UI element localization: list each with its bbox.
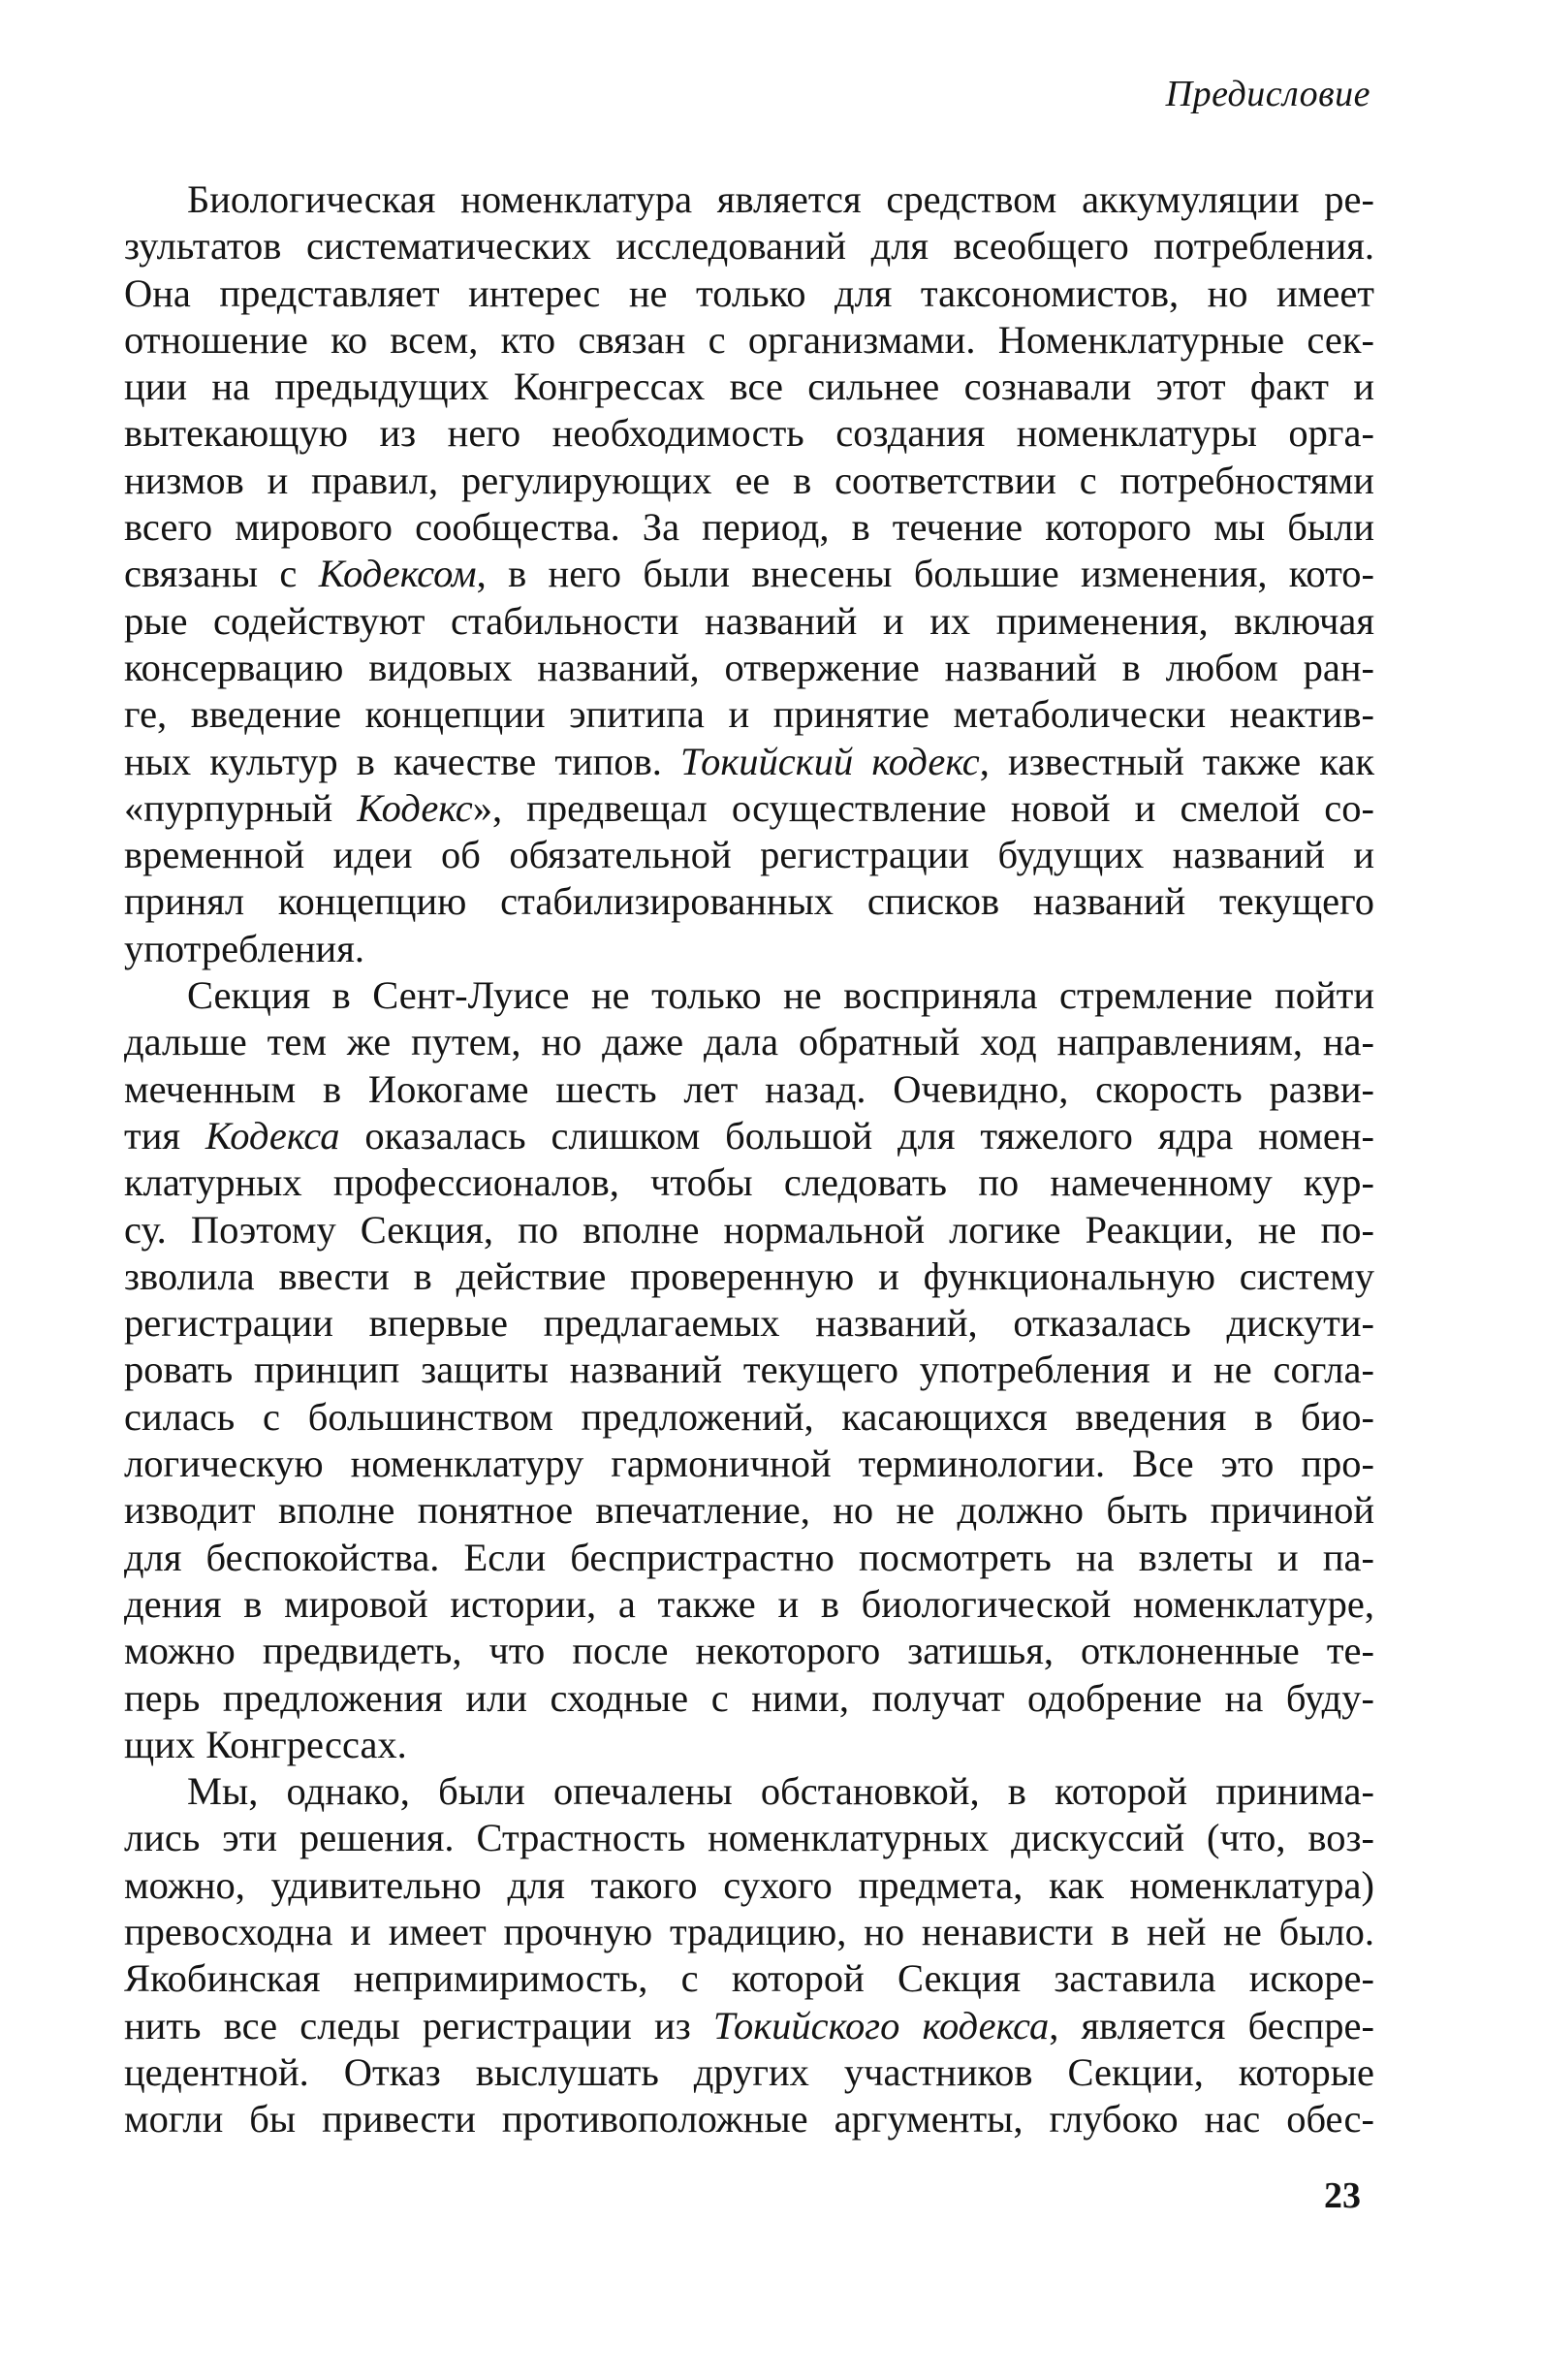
paragraph-3-line-2: лись эти решения. Страстность номенклатурных дискуссий (что, воз-: [124, 1816, 1374, 1860]
paragraph-2-line-15: можно предвидеть, что после некоторого затишья, отклоненные те-: [124, 1629, 1374, 1673]
paragraph-2-line-12: изводит вполне понятное впечатление, но не должно быть причиной: [124, 1488, 1374, 1533]
paragraph-1-line-4: отношение ко всем, кто связан с организмами. Номенклатурные сек-: [124, 317, 1374, 362]
paragraph-1-line-16: принял концепцию стабилизированных списков названий текущего: [124, 879, 1374, 924]
page-number: 23: [1324, 2175, 1361, 2216]
paragraph-1-line-10: рые содействуют стабильности названий и их применения, включая: [124, 598, 1374, 643]
paragraph-2-line-14: дения в мировой истории, а также и в биологической номенклатуре,: [124, 1581, 1374, 1626]
paragraph-1-line-12: ге, введение концепции эпитипа и принятие метаболически неактив-: [124, 692, 1374, 737]
paragraph-2-line-6: су. Поэтому Секция, по вполне нормальной логике Реакции, не по-: [124, 1207, 1374, 1252]
paragraph-1-line-11: консервацию видовых названий, отвержение названий в любом ран-: [124, 645, 1374, 689]
body-text: [124, 176, 1374, 2142]
paragraph-3-line-7: цедентной. Отказ выслушать других участников Секции, которые: [124, 2049, 1374, 2094]
paragraph-1-line-15: временной идеи об обязательной регистрации будущих названий и: [124, 833, 1374, 877]
paragraph-2-line-5: клатурных профессионалов, чтобы следовать по намеченному кур-: [124, 1160, 1374, 1205]
paragraph-1-line-14: «пурпурный Кодекс», предвещал осуществление новой и смелой со-: [124, 785, 1375, 830]
paragraph-1-line-7: низмов и правил, регулирующих ее в соответствии с потребностями: [124, 458, 1374, 502]
paragraph-1-line-1: Биологическая номенклатура является средством аккумуляции ре-: [187, 177, 1374, 221]
paragraph-2-line-16: перь предложения или сходные с ними, получат одобрение на буду-: [124, 1675, 1374, 1720]
paragraph-1-line-13: ных культур в качестве типов. Токийский кодекс, известный также как: [124, 739, 1374, 783]
paragraph-3-line-6: нить все следы регистрации из Токийского кодекса, является беспре-: [124, 2003, 1374, 2047]
paragraph-1-line-3: Она представляет интерес не только для таксономистов, но имеет: [124, 270, 1374, 315]
paragraph-2-line-9: ровать принцип защиты названий текущего употребления и не согла-: [124, 1348, 1374, 1392]
paragraph-3-line-5: Якобинская непримиримость, с которой Секция заставила искоре-: [124, 1956, 1374, 2001]
paragraph-2-line-4: тия Кодекса оказалась слишком большой для тяжелого ядра номен-: [124, 1113, 1374, 1158]
paragraph-1-line-6: вытекающую из него необходимость создания номенклатуры орга-: [124, 411, 1374, 456]
paragraph-1-line-9: связаны с Кодексом, в него были внесены большие изменения, кото-: [124, 552, 1375, 596]
paragraph-2-line-11: логическую номенклатуру гармоничной терминологии. Все это про-: [124, 1442, 1374, 1486]
paragraph-1-line-17: употребления.: [124, 926, 364, 970]
paragraph-2-line-8: регистрации впервые предлагаемых названий, отказалась дискути-: [124, 1301, 1374, 1346]
paragraph-2-line-1: Секция в Сент-Луисе не только не восприняла стремление пойти: [187, 973, 1374, 1018]
paragraph-2-line-2: дальше тем же путем, но даже дала обратный ход направлениям, на-: [124, 1020, 1374, 1064]
paragraph-3-line-4: превосходна и имеет прочную традицию, но ненависти в ней не было.: [124, 1909, 1374, 1953]
paragraph-3-line-3: можно, удивительно для такого сухого предмета, как номенклатура): [124, 1862, 1374, 1907]
paragraph-1-line-5: ции на предыдущих Конгрессах все сильнее сознавали этот факт и: [124, 365, 1374, 409]
paragraph-2-line-3: меченным в Иокогаме шесть лет назад. Очевидно, скорость разви-: [124, 1066, 1374, 1111]
paragraph-2-line-13: для беспокойства. Если беспристрастно посмотреть на взлеты и па-: [124, 1535, 1374, 1579]
paragraph-2-line-17: щих Конгрессах.: [124, 1722, 407, 1766]
paragraph-2-line-7: зволила ввести в действие проверенную и функциональную систему: [124, 1253, 1374, 1298]
paragraph-3-line-1: Мы, однако, были опечалены обстановкой, в которой принима-: [187, 1769, 1374, 1814]
paragraph-1-line-2: зультатов систематических исследований для всеобщего потребления.: [124, 224, 1374, 269]
running-head-title: Предисловие: [1165, 74, 1370, 114]
paragraph-3-line-8: могли бы привести противоположные аргументы, глубоко нас обес-: [124, 2097, 1374, 2142]
paragraph-2-line-10: силась с большинством предложений, касающихся введения в био-: [124, 1394, 1374, 1439]
paragraph-1-line-8: всего мирового сообщества. За период, в течение которого мы были: [124, 505, 1374, 550]
